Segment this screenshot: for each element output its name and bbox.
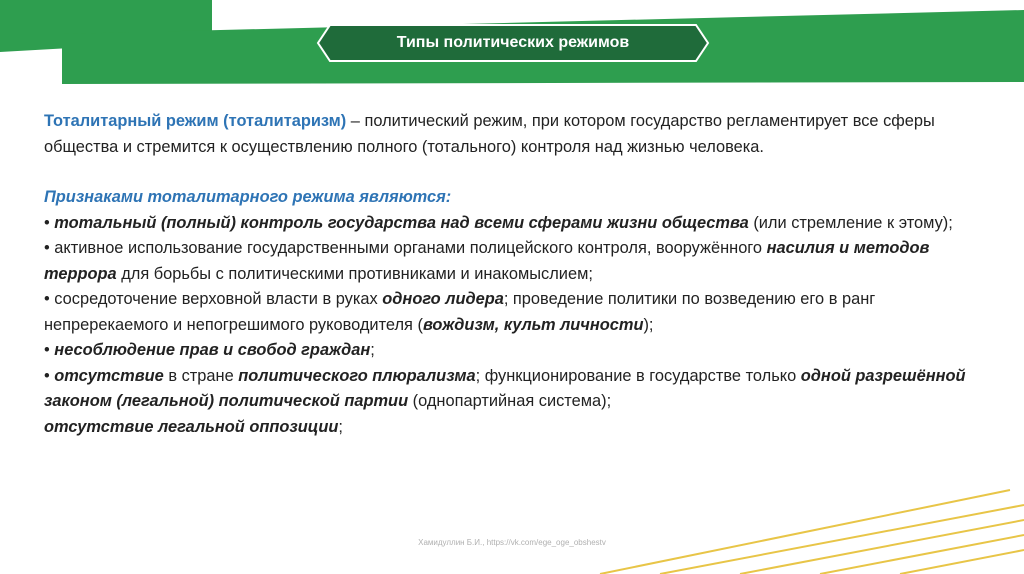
- signs-heading: Признаками тоталитарного режима являются:: [44, 188, 452, 206]
- list-item: • тотальный (полный) контроль государства над всеми сферами жизни общества (или стремление к этому);: [44, 213, 953, 232]
- list-item: • отсутствие в стране политического плюрализма; функционирование в государстве только одной разрешённой законом (легальной) политической партии (однопартийная система);: [44, 366, 966, 410]
- list-item: • сосредоточение верховной власти в руках одного лидера; проведение политики по возведению его в ранг непререкаемого и непогрешимого руководителя (вождизм, культ личности);: [44, 290, 876, 334]
- gold-lines: [600, 490, 1024, 574]
- definition-term: Тоталитарный режим (тоталитаризм): [44, 112, 347, 130]
- list-item: отсутствие легальной оппозиции;: [44, 417, 343, 436]
- slide-content: [44, 109, 989, 440]
- definition-paragraph: [44, 109, 989, 160]
- footer-credit: Хамидуллин Б.И., https://vk.com/ege_oge_obshestv: [418, 538, 606, 547]
- slide-title: Типы политических режимов: [396, 34, 630, 51]
- list-item: • несоблюдение прав и свобод граждан;: [44, 341, 375, 359]
- list-item: • активное использование государственными органами полицейского контроля, вооружённого насилия и методов террора для борьбы с политическими противниками и инакомыслием;: [44, 239, 930, 283]
- definition-text: – политический режим, при котором государство регламентирует все сферы общества и стремится к осуществлению полного (тотального) контроля над жизнью человека.: [44, 112, 935, 156]
